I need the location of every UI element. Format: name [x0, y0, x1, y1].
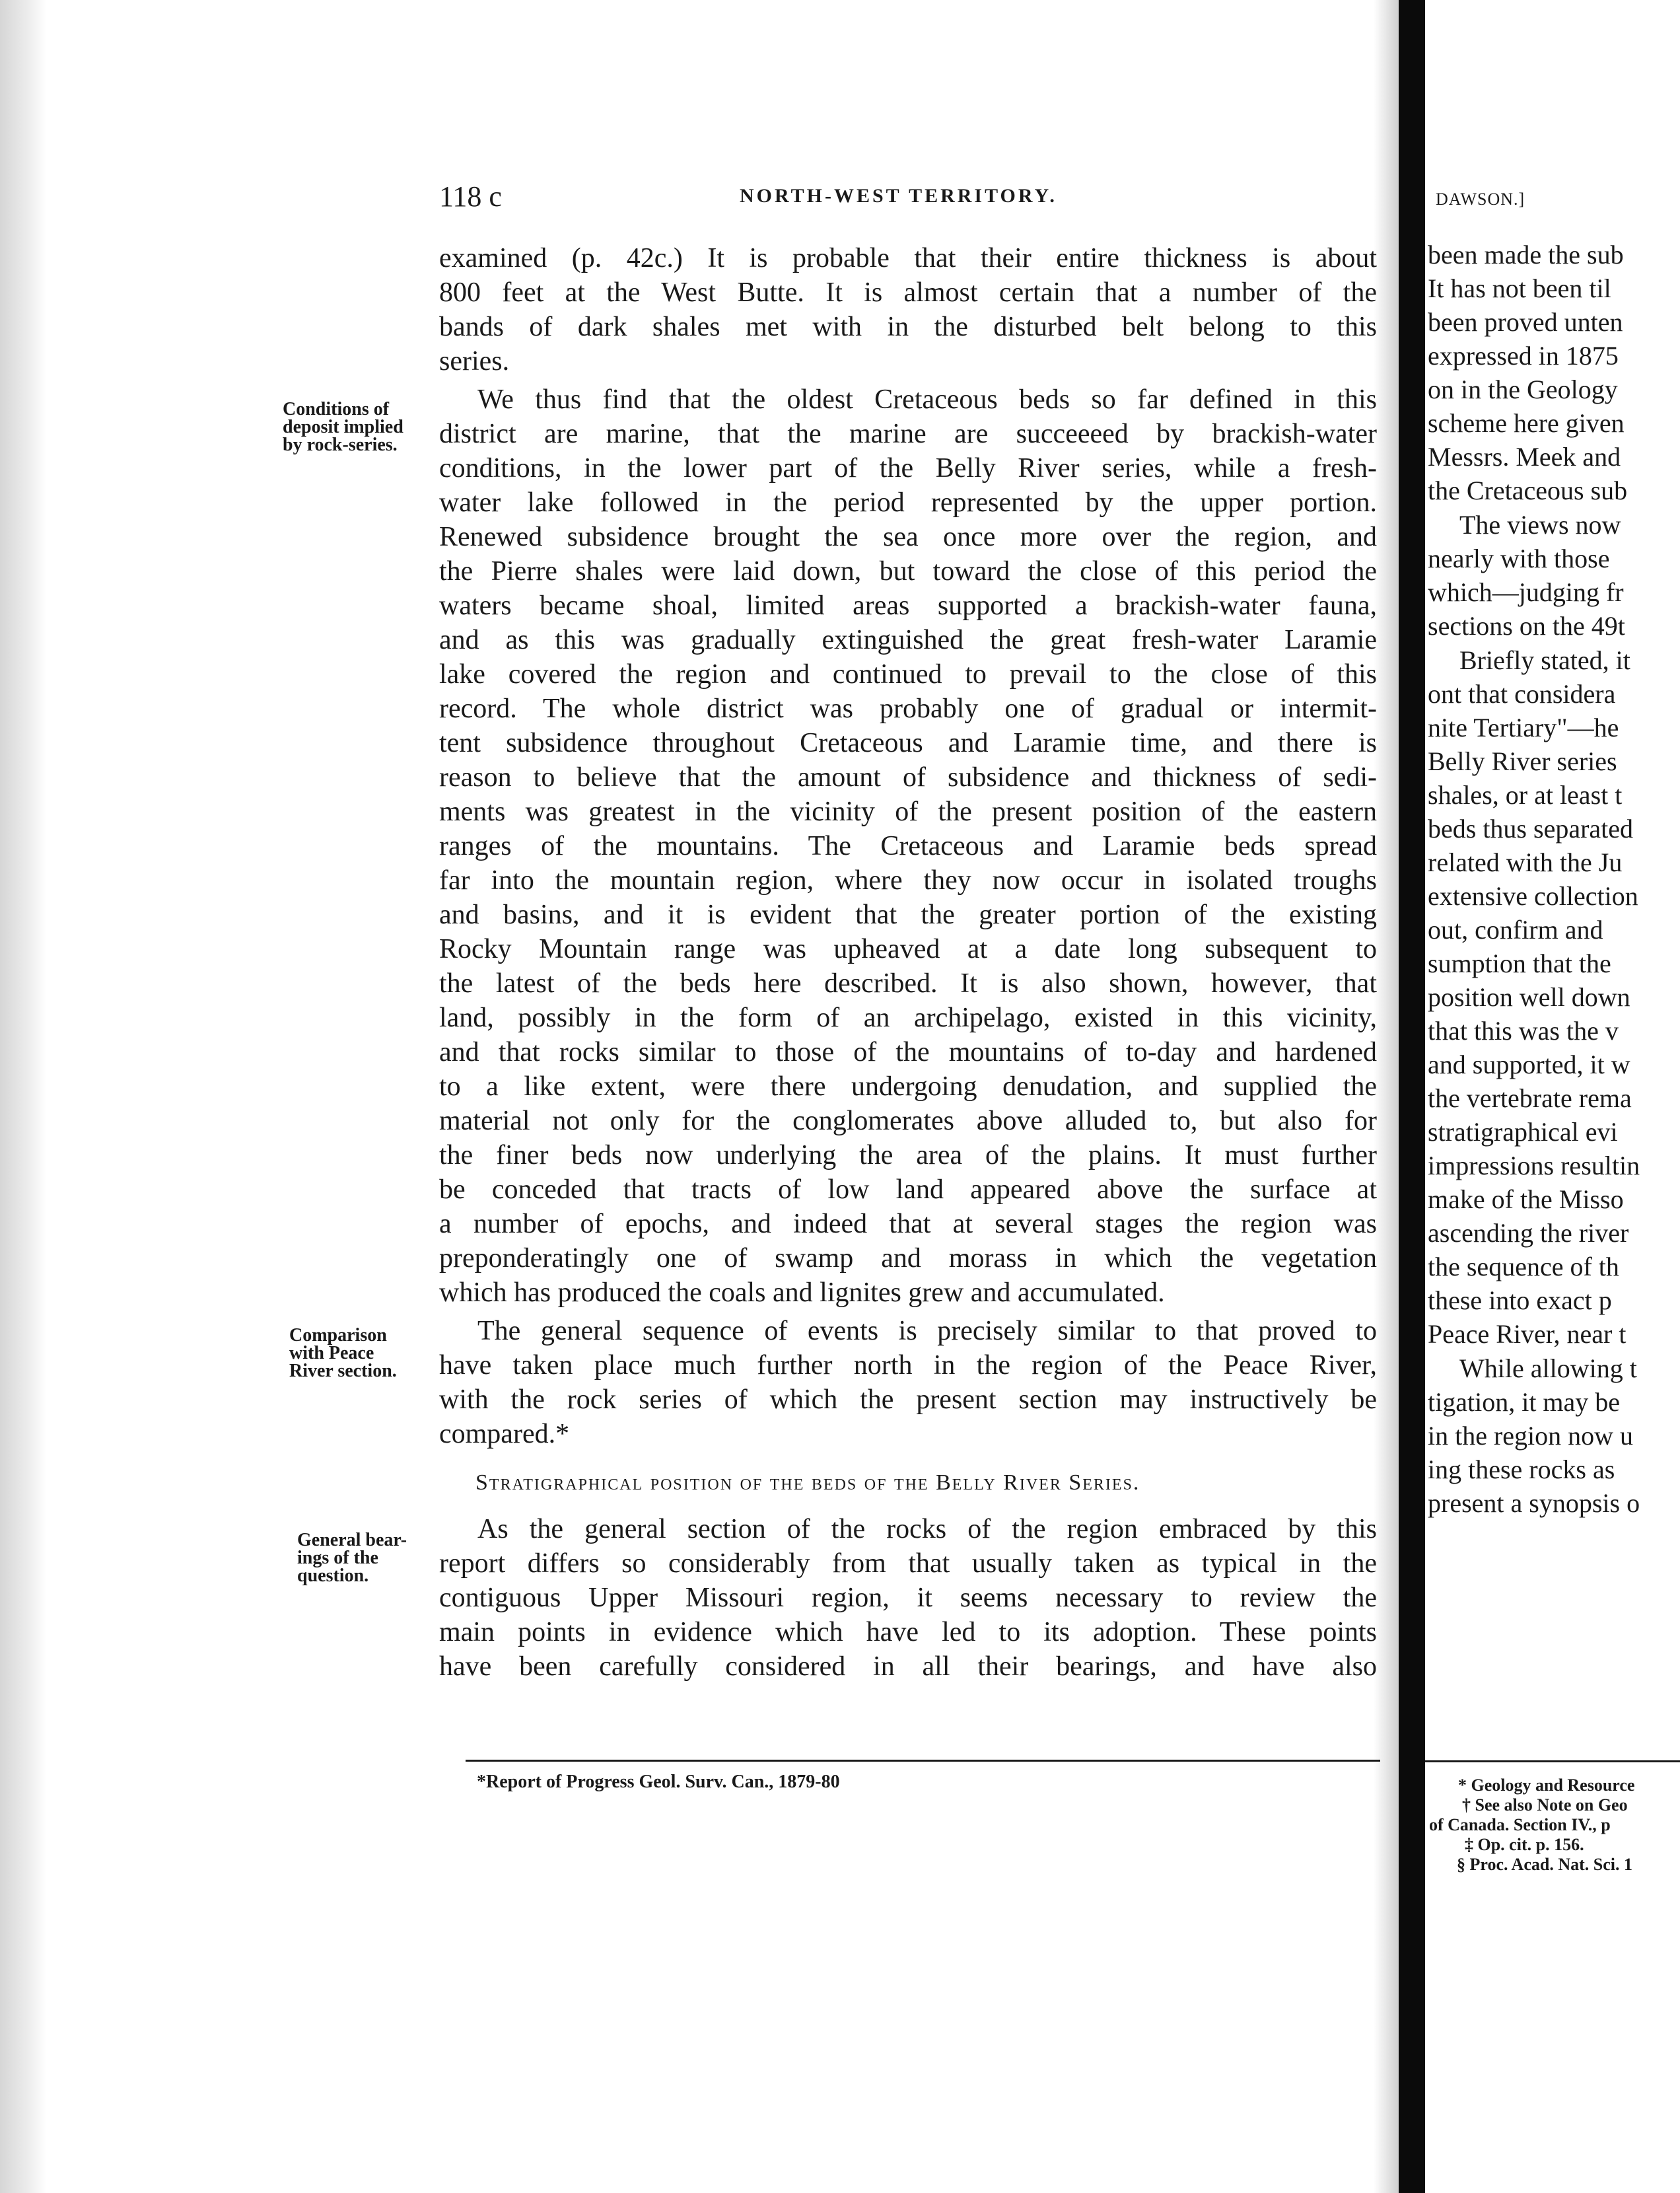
text-line: Renewed subsidence brought the sea once more over the region, and: [439, 522, 1377, 552]
footnote-line: * Geology and Resource: [1458, 1776, 1635, 1795]
margin-note-conditions: [283, 400, 435, 454]
footnote: *Report of Progress Geol. Surv. Can., 1879-80: [477, 1772, 840, 1792]
text-line: the Cretaceous sub: [1428, 476, 1628, 505]
margin-note-line: deposit implied: [283, 417, 403, 437]
footnote-line: † See also Note on Geo: [1462, 1795, 1628, 1815]
text-line: the sequence of th: [1428, 1252, 1619, 1281]
text-line: and that rocks similar to those of the mountains of to-day and hardened: [439, 1037, 1377, 1067]
margin-note-line: with Peace: [289, 1343, 374, 1363]
text-line: tigation, it may be: [1428, 1387, 1621, 1417]
margin-note-line: General bear-: [297, 1530, 407, 1550]
text-line: the finer beds now underlying the area of the plains. It must further: [439, 1140, 1377, 1170]
text-line: sections on the 49t: [1428, 611, 1625, 641]
page-number: 118 c: [439, 180, 502, 213]
text-line: stratigraphical evi: [1428, 1117, 1618, 1147]
text-line: While allowing t: [1459, 1353, 1637, 1383]
text-line: series.: [439, 346, 510, 377]
text-line: to a like extent, were there undergoing denudation, and supplied the: [439, 1071, 1377, 1102]
text-line: nearly with those: [1428, 544, 1610, 573]
text-line: main points in evidence which have led to its adoption. These points: [439, 1617, 1377, 1647]
text-line: ing these rocks as: [1428, 1455, 1615, 1484]
footnote-line: § Proc. Acad. Nat. Sci. 1: [1457, 1855, 1632, 1874]
text-line: and as this was gradually extinguished the great fresh-water Laramie: [439, 625, 1377, 655]
text-line: extensive collection: [1428, 881, 1638, 911]
text-line: ranges of the mountains. The Cretaceous and Laramie beds spread: [439, 831, 1377, 861]
section-heading: Stratigraphical position of the beds of the Belly River Series.: [475, 1470, 1140, 1495]
text-line: sumption that the: [1428, 949, 1611, 978]
footnote-line: ‡ Op. cit. p. 156.: [1465, 1835, 1584, 1854]
margin-note-line: by rock-series.: [283, 435, 398, 455]
binding-shadow: [1374, 0, 1399, 2193]
text-line: position well down: [1428, 982, 1630, 1012]
text-line: the vertebrate rema: [1428, 1083, 1632, 1113]
text-line: which—judging fr: [1428, 577, 1624, 607]
text-line: bands of dark shales met with in the disturbed belt belong to this: [439, 312, 1377, 342]
binding-gutter: [1399, 0, 1425, 2193]
text-line: been proved unten: [1428, 307, 1623, 337]
text-line: 800 feet at the West Butte. It is almost certain that a number of the: [439, 277, 1377, 308]
text-line: that this was the v: [1428, 1016, 1619, 1046]
text-line: Peace River, near t: [1428, 1319, 1627, 1349]
margin-note-line: Conditions of: [283, 399, 390, 419]
text-line: compared.*: [439, 1419, 570, 1449]
text-line: ont that considera: [1428, 679, 1616, 709]
running-head: DAWSON.]: [1436, 190, 1525, 209]
text-line: related with the Ju: [1428, 847, 1623, 877]
text-line: beds thus separated: [1428, 814, 1634, 844]
text-line: in the region now u: [1428, 1421, 1634, 1451]
text-line: expressed in 1875: [1428, 341, 1619, 371]
text-line: scheme here given: [1428, 408, 1625, 438]
text-line: contiguous Upper Missouri region, it seems necessary to review the: [439, 1583, 1377, 1613]
margin-note-general: [297, 1531, 449, 1585]
text-line: As the general section of the rocks of the region embraced by this: [477, 1514, 1377, 1544]
text-line: make of the Misso: [1428, 1184, 1624, 1214]
text-line: these into exact p: [1428, 1285, 1612, 1315]
text-line: land, possibly in the form of an archipelago, existed in this vicinity,: [439, 1003, 1377, 1033]
text-line: far into the mountain region, where they now occur in isolated troughs: [439, 865, 1377, 896]
text-line: nite Tertiary"—he: [1428, 713, 1619, 742]
text-line: on in the Geology: [1428, 375, 1618, 404]
text-line: Messrs. Meek and: [1428, 442, 1621, 472]
text-line: tent subsidence throughout Cretaceous and Laramie time, and there is: [439, 728, 1377, 758]
text-line: waters became shoal, limited areas supported a brackish-water fauna,: [439, 591, 1377, 621]
margin-note-line: Comparison: [289, 1325, 387, 1346]
text-line: the Pierre shales were laid down, but toward the close of this period the: [439, 556, 1377, 587]
margin-note-comparison: [289, 1326, 441, 1380]
text-line: lake covered the region and continued to prevail to the close of this: [439, 659, 1377, 690]
text-line: examined (p. 42c.) It is probable that their entire thickness is about: [439, 243, 1377, 273]
text-line: The general sequence of events is precisely similar to that proved to: [477, 1316, 1377, 1346]
text-line: be conceded that tracts of low land appeared above the surface at: [439, 1174, 1377, 1205]
margin-note-line: question.: [297, 1565, 369, 1586]
text-line: conditions, in the lower part of the Belly River series, while a fresh-: [439, 453, 1377, 484]
text-line: It has not been til: [1428, 273, 1611, 303]
text-line: reason to believe that the amount of subsidence and thickness of sedi-: [439, 762, 1377, 793]
text-line: been made the sub: [1428, 240, 1624, 270]
text-line: preponderatingly one of swamp and morass in which the vegetation: [439, 1243, 1377, 1274]
text-line: ments was greatest in the vicinity of the present position of the eastern: [439, 797, 1377, 827]
text-line: We thus find that the oldest Cretaceous beds so far defined in this: [477, 384, 1377, 415]
text-line: with the rock series of which the present section may instructively be: [439, 1384, 1377, 1415]
text-line: Briefly stated, it: [1459, 645, 1630, 675]
text-line: district are marine, that the marine are succeeeed by brackish-water: [439, 419, 1377, 449]
margin-note-line: River section.: [289, 1361, 397, 1381]
text-line: and supported, it w: [1428, 1050, 1630, 1079]
text-line: Belly River series: [1428, 746, 1617, 776]
text-line: the latest of the beds here described. It is also shown, however, that: [439, 968, 1377, 999]
text-line: present a synopsis o: [1428, 1488, 1640, 1518]
footnote-line: of Canada. Section IV., p: [1429, 1815, 1611, 1834]
text-line: ascending the river: [1428, 1218, 1629, 1248]
text-line: impressions resultin: [1428, 1151, 1640, 1180]
text-line: and basins, and it is evident that the greater portion of the existing: [439, 900, 1377, 930]
footnote-rule: [1425, 1760, 1680, 1762]
margin-note-line: ings of the: [297, 1548, 378, 1568]
text-line: shales, or at least t: [1428, 780, 1623, 810]
text-line: record. The whole district was probably one of gradual or intermit-: [439, 694, 1377, 724]
right-page: [1425, 0, 1680, 2193]
footnote-rule: [466, 1760, 1380, 1762]
text-line: which has produced the coals and lignites grew and accumulated.: [439, 1277, 1165, 1308]
text-line: water lake followed in the period represented by the upper portion.: [439, 487, 1377, 518]
text-line: out, confirm and: [1428, 915, 1603, 945]
text-line: have taken place much further north in the region of the Peace River,: [439, 1350, 1377, 1381]
text-line: report differs so considerably from that usually taken as typical in the: [439, 1548, 1377, 1579]
text-line: material not only for the conglomerates above alluded to, but also for: [439, 1106, 1377, 1136]
text-line: The views now: [1459, 510, 1621, 540]
running-title: NORTH-WEST TERRITORY.: [740, 185, 1057, 207]
text-line: a number of epochs, and indeed that at several stages the region was: [439, 1209, 1377, 1239]
text-line: have been carefully considered in all their bearings, and have also: [439, 1651, 1377, 1682]
text-line: Rocky Mountain range was upheaved at a date long subsequent to: [439, 934, 1377, 964]
